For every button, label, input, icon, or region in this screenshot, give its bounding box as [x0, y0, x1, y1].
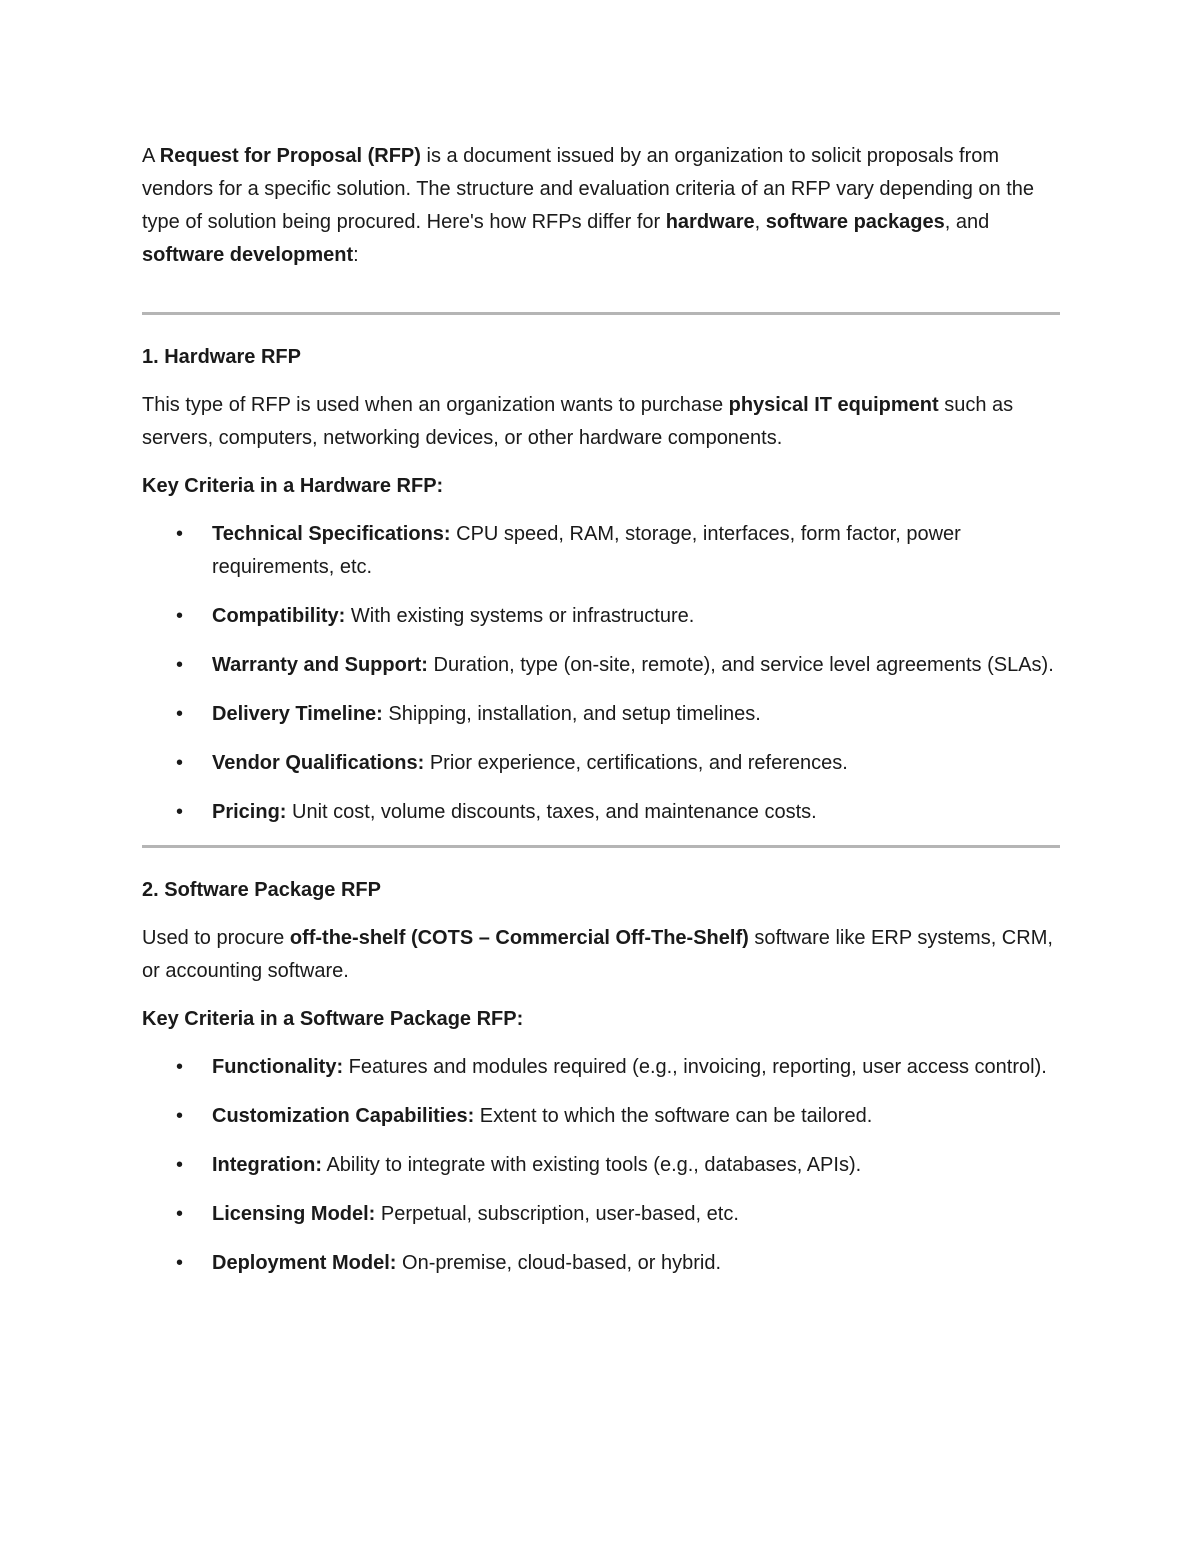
list-item — [142, 600, 1060, 633]
criteria-heading-software-package: Key Criteria in a Software Package RFP: — [142, 1008, 524, 1030]
list-item — [142, 1100, 1060, 1133]
item-label: Technical Specifications: — [212, 523, 451, 545]
horizontal-divider — [142, 845, 1060, 848]
intro-paragraph — [142, 140, 1060, 272]
bullet-icon: • — [176, 523, 184, 545]
bullet-icon: • — [176, 1203, 184, 1225]
item-label: Delivery Timeline: — [212, 703, 383, 725]
item-text: Ability to integrate with existing tools (e.g., databases, APIs). — [322, 1154, 862, 1176]
list-item — [142, 698, 1060, 731]
item-text: Features and modules required (e.g., invoicing, reporting, user access control). — [343, 1056, 1047, 1078]
item-text: Unit cost, volume discounts, taxes, and maintenance costs. — [286, 801, 817, 823]
section-heading-software-package: 2. Software Package RFP — [142, 879, 381, 901]
document-body — [142, 140, 1060, 1296]
list-item — [142, 796, 1060, 829]
paragraph-text: This type of RFP is used when an organization wants to purchase — [142, 394, 729, 416]
bullet-icon: • — [176, 1056, 184, 1078]
item-text: On-premise, cloud-based, or hybrid. — [396, 1252, 722, 1274]
item-label: Deployment Model: — [212, 1252, 397, 1274]
list-item — [142, 747, 1060, 780]
item-text: Perpetual, subscription, user-based, etc. — [375, 1203, 739, 1225]
intro-text: A — [142, 145, 160, 167]
item-text: With existing systems or infrastructure. — [345, 605, 695, 627]
list-item — [142, 1198, 1060, 1231]
list-item — [142, 1051, 1060, 1084]
bullet-icon: • — [176, 801, 184, 823]
list-item — [142, 518, 1060, 584]
paragraph-bold: physical IT equipment — [728, 394, 939, 416]
bullet-icon: • — [176, 1252, 184, 1274]
criteria-list-hardware — [142, 518, 1060, 829]
bullet-icon: • — [176, 654, 184, 676]
item-text: CPU speed, RAM, storage, interfaces, form factor, power requirements, etc. — [212, 523, 961, 578]
intro-text: : — [353, 244, 359, 266]
bullet-icon: • — [176, 1105, 184, 1127]
item-label: Vendor Qualifications: — [212, 752, 425, 774]
paragraph-text: software like ERP systems, CRM, or accounting software. — [142, 927, 1053, 982]
item-label: Licensing Model: — [212, 1203, 376, 1225]
section-paragraph-hardware — [142, 389, 1060, 455]
horizontal-divider — [142, 312, 1060, 315]
list-item — [142, 649, 1060, 682]
intro-text: , and — [944, 211, 990, 233]
section-heading-hardware: 1. Hardware RFP — [142, 346, 301, 368]
intro-text: is a document issued by an organization to solicit proposals from vendors for a specific solution. The structure and evaluation criteria of an RFP vary depending on the type of solution being procured. Here's how RFPs differ for — [142, 145, 1034, 233]
item-label: Customization Capabilities: — [212, 1105, 475, 1127]
intro-bold-hardware: hardware — [665, 211, 755, 233]
item-label: Compatibility: — [212, 605, 346, 627]
bullet-icon: • — [176, 1154, 184, 1176]
bullet-icon: • — [176, 752, 184, 774]
criteria-heading-hardware: Key Criteria in a Hardware RFP: — [142, 475, 444, 497]
item-label: Pricing: — [212, 801, 287, 823]
intro-text: , — [754, 211, 766, 233]
bullet-icon: • — [176, 703, 184, 725]
intro-bold-software-development: software development — [142, 244, 354, 266]
list-item — [142, 1149, 1060, 1182]
item-text: Duration, type (on-site, remote), and service level agreements (SLAs). — [427, 654, 1054, 676]
paragraph-text: Used to procure — [142, 927, 290, 949]
intro-bold-rfp: Request for Proposal (RFP) — [159, 145, 421, 167]
intro-bold-software-packages: software packages — [765, 211, 945, 233]
paragraph-text: such as servers, computers, networking devices, or other hardware components. — [142, 394, 1014, 449]
item-text: Prior experience, certifications, and references. — [424, 752, 848, 774]
paragraph-bold: off-the-shelf (COTS – Commercial Off-The-Shelf) — [289, 927, 749, 949]
list-item — [142, 1247, 1060, 1280]
item-text: Extent to which the software can be tailored. — [474, 1105, 873, 1127]
criteria-list-software-package — [142, 1051, 1060, 1280]
item-label: Integration: — [212, 1154, 322, 1176]
bullet-icon: • — [176, 605, 184, 627]
section-paragraph-software-package — [142, 922, 1060, 988]
item-text: Shipping, installation, and setup timelines. — [382, 703, 761, 725]
item-label: Warranty and Support: — [212, 654, 428, 676]
item-label: Functionality: — [212, 1056, 344, 1078]
